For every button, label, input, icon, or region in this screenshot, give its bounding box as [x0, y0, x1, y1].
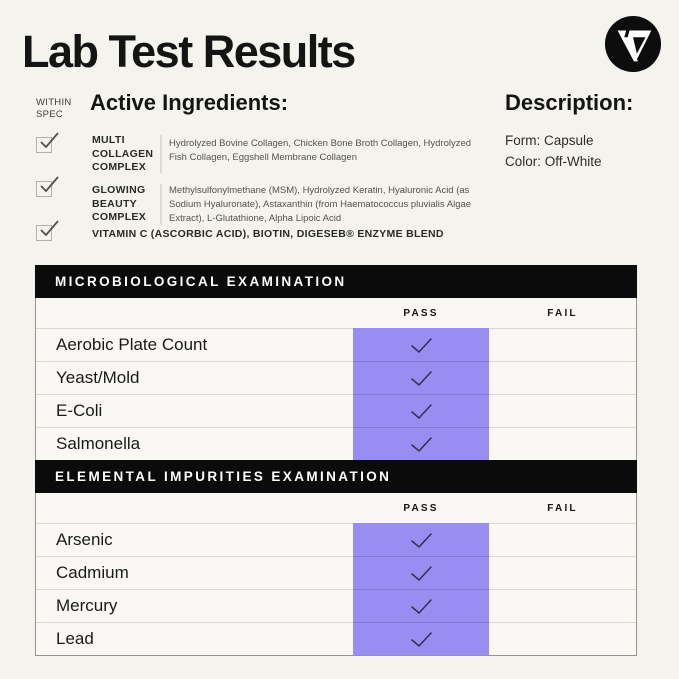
table-row	[36, 427, 636, 460]
description-color: Color: Off-White	[505, 154, 602, 169]
row-label: Mercury	[36, 589, 353, 622]
pass-check-icon	[408, 369, 434, 387]
column-header-row	[36, 493, 636, 523]
table-row	[36, 523, 636, 556]
pass-cell	[353, 394, 489, 427]
row-label: Aerobic Plate Count	[36, 328, 353, 361]
table-row	[36, 328, 636, 361]
pass-cell	[353, 361, 489, 394]
ingredient-description: Methylsulfonylmethane (MSM), Hydrolyzed Keratin, Hyaluronic Acid (as Sodium Hyaluronate), Astaxanthin (from Haematococcus pluvialis Algae Extract), L-Glutathione, Alpha Lipoic Acid	[169, 185, 472, 224]
divider	[160, 135, 162, 173]
pass-cell	[353, 328, 489, 361]
microbiological-table	[35, 265, 637, 460]
column-header-row	[36, 298, 636, 328]
fail-cell	[489, 589, 636, 622]
page-title: Lab Test Results	[22, 26, 355, 77]
row-label: Salmonella	[36, 427, 353, 460]
pass-cell	[353, 622, 489, 655]
ingredient-name: MULTI COLLAGEN COMPLEX	[92, 134, 154, 173]
active-ingredients-heading: Active Ingredients:	[90, 90, 289, 115]
table-section-header: ELEMENTAL IMPURITIES EXAMINATION	[35, 460, 637, 493]
table-row	[36, 361, 636, 394]
table-section-header: MICROBIOLOGICAL EXAMINATION	[35, 265, 637, 298]
ingredient-description: VITAMIN C (ASCORBIC ACID), BIOTIN, DIGESEB® ENZYME BLEND	[92, 228, 444, 240]
table-row	[36, 394, 636, 427]
pass-check-icon	[408, 630, 434, 648]
fail-cell	[489, 394, 636, 427]
pass-check-icon	[408, 336, 434, 354]
table-row	[36, 622, 636, 655]
ingredient-name: GLOWING BEAUTY COMPLEX	[92, 184, 147, 223]
within-spec-label: WITHIN SPEC	[36, 97, 72, 120]
fail-cell	[489, 361, 636, 394]
pass-check-icon	[408, 402, 434, 420]
fail-column-header: FAIL	[547, 502, 578, 514]
pass-column-header: PASS	[403, 502, 439, 514]
pass-cell	[353, 427, 489, 460]
pass-cell	[353, 589, 489, 622]
pass-cell	[353, 556, 489, 589]
fail-column-header: FAIL	[547, 307, 578, 319]
results-tables	[35, 265, 637, 656]
pass-check-icon	[408, 564, 434, 582]
description-form: Form: Capsule	[505, 133, 594, 148]
row-label: E-Coli	[36, 394, 353, 427]
divider	[160, 184, 162, 225]
within-spec-checkbox-multi-collagen	[36, 137, 52, 153]
fail-cell	[489, 556, 636, 589]
description-heading: Description:	[505, 90, 634, 115]
table-row	[36, 556, 636, 589]
check-icon	[38, 174, 60, 196]
elemental-impurities-table	[35, 460, 637, 656]
check-icon	[38, 218, 60, 240]
within-spec-checkbox-glowing-beauty	[36, 181, 52, 197]
fail-cell	[489, 427, 636, 460]
check-icon	[38, 130, 60, 152]
row-label: Lead	[36, 622, 353, 655]
pass-cell	[353, 523, 489, 556]
row-label: Yeast/Mold	[36, 361, 353, 394]
within-spec-checkbox-vitamin-c	[36, 225, 52, 241]
brand-logo-icon	[604, 15, 662, 73]
fail-cell	[489, 622, 636, 655]
pass-check-icon	[408, 531, 434, 549]
fail-cell	[489, 328, 636, 361]
pass-column-header: PASS	[403, 307, 439, 319]
pass-check-icon	[408, 597, 434, 615]
row-label: Arsenic	[36, 523, 353, 556]
pass-check-icon	[408, 435, 434, 453]
row-label: Cadmium	[36, 556, 353, 589]
fail-cell	[489, 523, 636, 556]
ingredient-description: Hydrolyzed Bovine Collagen, Chicken Bone Broth Collagen, Hydrolyzed Fish Collagen, Eggshell Membrane Collagen	[169, 138, 472, 163]
table-row	[36, 589, 636, 622]
